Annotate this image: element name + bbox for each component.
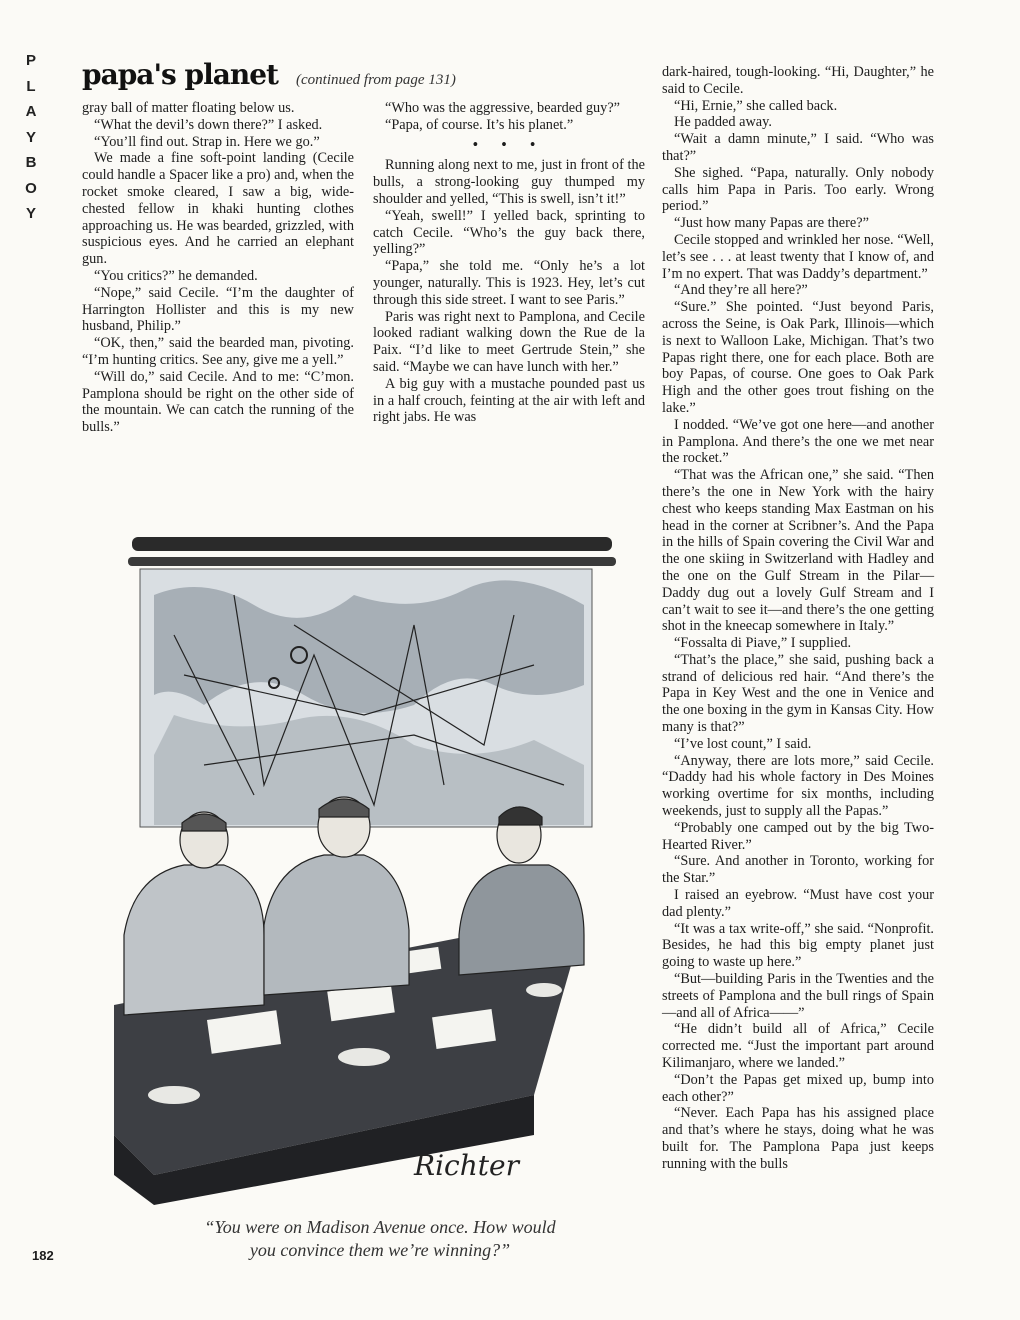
general-left (124, 812, 264, 1015)
general-right (459, 807, 584, 975)
paragraph: He padded away. (674, 114, 772, 131)
artist-signature: Richter (414, 1149, 519, 1182)
paragraph: “Yeah, swell!” I yelled back, sprinting to catch Cecile. “Who’s the guy back there, yelling?” (373, 207, 645, 258)
paragraph: “Nope,” said Cecile. “I’m the daughter of Harrington Hollister and this is my new husband, Philip.” (82, 284, 354, 335)
paragraph: “It was a tax write-off,” she said. “Nonprofit. Besides, he had this big empty planet just going to waste up here.” (662, 920, 934, 971)
paragraph: “Fossalta di Piave,” I supplied. (674, 635, 852, 652)
paragraph: “You’ll find out. Strap in. Here we go.” (94, 133, 320, 150)
caption-line-2: you convince them we’re winning?” (249, 1240, 511, 1260)
text-column-1 (82, 100, 354, 436)
magazine-name-letter: P (25, 52, 36, 69)
paragraph: “Wait a damn minute,” I said. “Who was that?” (662, 131, 934, 164)
magazine-name-letter: O (25, 179, 37, 197)
wall-map (140, 569, 592, 827)
paragraph: “That’s the place,” she said, pushing back a strand of delicious red hair. “And there’s the Papa in Key West and the one in Venice and the one boxing in the gym in Kansas City. How many is that?” (662, 651, 934, 736)
paragraph: Paris was right next to Pamplona, and Cecile looked radiant walking down the Rue de la Paix. “I’d like to meet Gertrude Stein,” she said. “Maybe we can have lunch with her.” (373, 308, 645, 375)
paragraph: “Anyway, there are lots more,” said Cecile. “Daddy had his whole factory in Des Moines working overtime for six months, including weekends, just to supply all the Papas.” (662, 752, 934, 820)
paragraph: Running along next to me, just in front of the bulls, a strong-looking guy thumped my shoulder and yelled, “This is swell, isn’t it!” (373, 157, 645, 207)
paragraph: gray ball of matter floating below us. (82, 100, 295, 116)
magazine-name-vertical (18, 52, 44, 222)
paragraph: “Sure. And another in Toronto, working for the Star.” (662, 853, 934, 887)
paragraph: “But—building Paris in the Twenties and the streets of Pamplona and the bull rings of Spain—and all of Africa——” (662, 971, 934, 1021)
paragraph: We made a fine soft-point landing (Cecile could handle a Spacer like a pro) and, when the rocket smoke cleared, I saw a big, wide-chested fellow in khaki hunting clothes approaching us. He was bearded, grizzled, with suspicious eyes. And he carried an elephant gun. (82, 150, 354, 268)
text-column-2 (373, 100, 645, 426)
magazine-name-letter: Y (25, 205, 36, 222)
paragraph: “Papa,” she told me. “Only he’s a lot younger, naturally. This is 1923. Hey, let’s cut through this side street. I want to see Paris.” (373, 258, 645, 308)
cartoon-illustration (114, 535, 644, 1205)
paragraph: dark-haired, tough-looking. “Hi, Daughter,” he said to Cecile. (662, 64, 934, 97)
section-break: • • • (472, 136, 546, 153)
paragraph: I nodded. “We’ve got one here—and another in Pamplona. And there’s the one we met near the rocket.” (662, 416, 934, 467)
paragraph: “Sure.” She pointed. “Just beyond Paris, across the Seine, is Oak Park, Illinois—which is next to Walloon Lake, Michigan. That’s two Papas right there, one for each place. Both are boy Papas, of course. One goes to Oak Park High and the other goes trout fishing on the lake.” (662, 299, 934, 416)
magazine-name-letter: L (26, 77, 36, 95)
paragraph: Cecile stopped and wrinkled her nose. “Well, let’s see . . . at least twenty that I know of, and I’m no expert. That was Daddy’s department.” (662, 231, 934, 282)
paragraph: “Who was the aggressive, bearded guy?” (385, 100, 621, 116)
paragraph: “He didn’t build all of Africa,” Cecile corrected me. “Just the important part around Kilimanjaro, where we landed.” (662, 1021, 934, 1072)
paragraph: I raised an eyebrow. “Must have cost your dad plenty.” (662, 887, 934, 920)
paragraph: “Papa, of course. It’s his planet.” (385, 116, 574, 133)
paragraph: “Never. Each Papa has his assigned place and that’s where he stays, doing what he was built for. The Pamplona Papa just keeps running with the bulls (662, 1105, 934, 1172)
paragraph: She sighed. “Papa, naturally. Only nobody calls him Papa in Paris. Too early. Wrong period.” (662, 164, 934, 215)
continued-from-note: (continued from page 131) (296, 72, 456, 88)
paragraph: “Will do,” said Cecile. And to me: “C’mon. Pamplona should be right on the other side of the mountain. We can catch the running of the bulls.” (82, 368, 354, 436)
magazine-name-letter: Y (25, 128, 36, 146)
cartoon-caption (120, 1216, 640, 1262)
paragraph: A big guy with a mustache pounded past us in a half crouch, feinting at the air with left and right jabs. He was (373, 375, 645, 426)
article-title: papa's planet (82, 58, 278, 91)
magazine-name-letter: B (25, 154, 37, 171)
text-column-3 (662, 64, 934, 1173)
paragraph: “What the devil’s down there?” I asked. (94, 116, 323, 133)
paragraph: “Don’t the Papas get mixed up, bump into each other?” (662, 1071, 934, 1105)
paragraph: “I’ve lost count,” I said. (674, 735, 812, 752)
paragraph: “Hi, Ernie,” she called back. (674, 97, 838, 114)
article-header (82, 58, 482, 98)
page-number: 182 (32, 1248, 54, 1263)
paragraph: “And they’re all here?” (674, 282, 808, 299)
paragraph: “That was the African one,” she said. “Then there’s the one in New York with the hairy chest who keeps standing Max Eastman on his head in the corner at Scribner’s. And the Papa in the hills of Spain covering the Civil War and the one skiing in Switzerland with Hadley and the one on the Gulf Stream in the Pilar—Daddy dug out a lovely Gulf Stream and I can’t wait to see it—and there’s the one getting shot in the kneecap somewhere in Italy.” (662, 467, 934, 635)
paragraph: “OK, then,” said the bearded man, pivoting. “I’m hunting critics. See any, give me a yell.” (82, 335, 354, 368)
paragraph: “Probably one camped out by the big Two-Hearted River.” (662, 819, 934, 853)
paragraph: “Just how many Papas are there?” (674, 215, 869, 232)
paragraph: “You critics?” he demanded. (94, 267, 258, 284)
caption-line-1: “You were on Madison Avenue once. How would (204, 1217, 556, 1237)
magazine-name-letter: A (25, 103, 37, 120)
